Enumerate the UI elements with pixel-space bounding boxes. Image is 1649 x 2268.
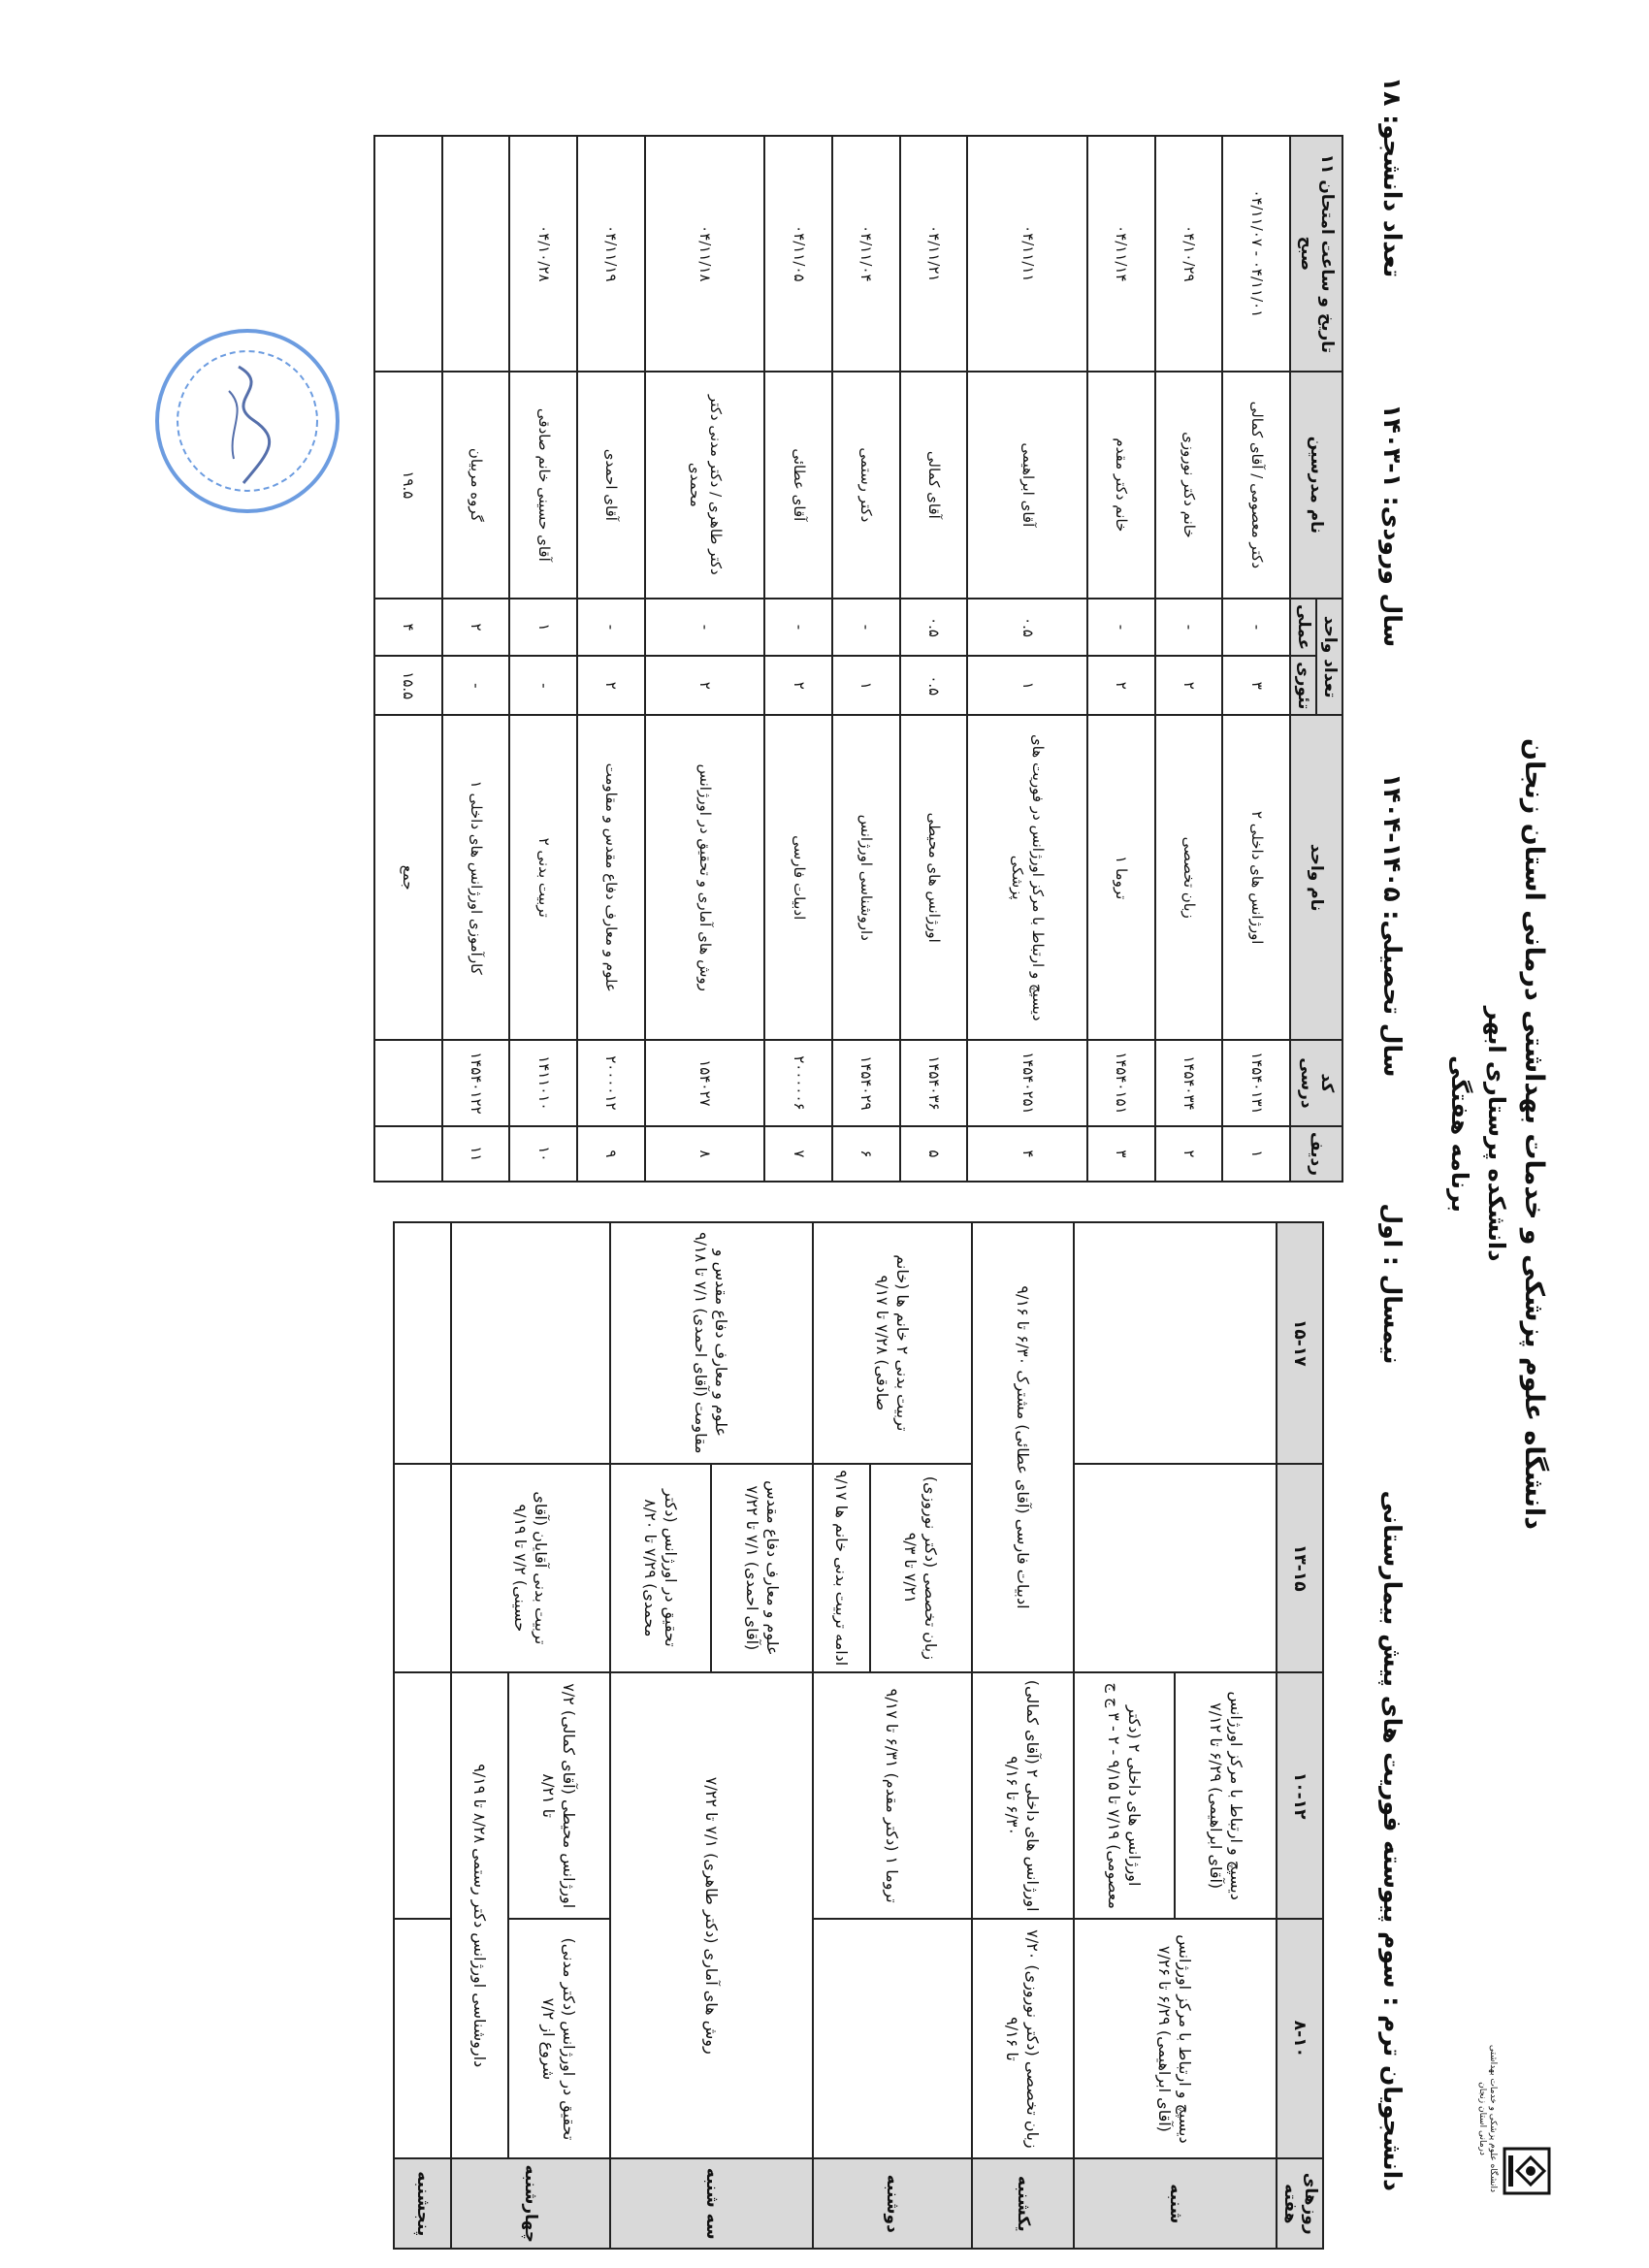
cell-sat-13-15 <box>1074 1464 1277 1672</box>
cell-thu-10-12 <box>394 1672 451 1919</box>
slot-header-8-10: ۸-۱۰ <box>1277 1919 1323 2158</box>
course-name-cell: جمع <box>374 715 442 1040</box>
course-theory-cell: ۲ <box>577 656 645 715</box>
students-label: دانشجویان ترم : سوم پیوسته فوریت های پیش بیمارستانی <box>1378 1490 1406 2191</box>
course-name-cell: دیسپچ و ارتباط با مرکز اورژانس در فوریت های پزشکی <box>967 715 1087 1040</box>
course-exam-cell: ۰۴/۱۱/۲۱ <box>900 136 968 372</box>
course-row-cell: ۱ <box>1222 1126 1290 1182</box>
course-practical-cell: ۰.۵ <box>967 599 1087 656</box>
course-teachers-cell: خانم دکتر نوروزی <box>1155 372 1223 599</box>
days-header: روزهای هفته <box>1277 2158 1323 2249</box>
course-theory-cell: ۱ <box>832 656 900 715</box>
schedule-row-thursday <box>394 1222 451 2249</box>
course-practical-cell: - <box>764 599 832 656</box>
course-name-cell: داروشناسی اورژانس <box>832 715 900 1040</box>
course-exam-cell <box>374 136 442 372</box>
course-theory-cell: - <box>442 656 510 715</box>
cell-tue-8-12: روش های آماری (دکتر طاهری) ۷/۱ تا ۷/۲۲ <box>610 1672 813 2158</box>
table-row <box>900 136 968 1182</box>
weekly-schedule-table <box>393 1221 1324 2250</box>
course-practical-cell: ۲ <box>442 599 510 656</box>
emblem-icon <box>1502 2146 1552 2196</box>
signature-icon <box>219 362 277 488</box>
course-row-cell: ۵ <box>900 1126 968 1182</box>
course-theory-cell: ۲ <box>764 656 832 715</box>
course-row-cell: ۱۰ <box>509 1126 577 1182</box>
course-practical-cell: - <box>645 599 765 656</box>
program-title: برنامه هفتگی <box>1446 1055 1473 1213</box>
cell-sat-15-17 <box>1074 1222 1277 1464</box>
course-teachers-cell: آقای حسینی خانم صادقی <box>509 372 577 599</box>
units-header: تعداد واحد <box>1316 599 1342 716</box>
course-code-cell: ۲۰۰۰۰۱۲ <box>577 1040 645 1126</box>
course-code-cell: ۱۴۵۴۰۱۲۲ <box>442 1040 510 1126</box>
course-theory-cell: ۳ <box>1222 656 1290 715</box>
course-code-cell: ۱۴۵۴۰۲۹ <box>832 1040 900 1126</box>
cell-wed-15-17 <box>451 1222 610 1464</box>
course-theory-cell: ۱ <box>967 656 1087 715</box>
schedule-header-row <box>1277 1222 1323 2249</box>
course-teachers-cell: ۱۹.۵ <box>374 372 442 599</box>
cell-tue-13-15-a: علوم و معارف دفاع مقدس (آقای احمدی) ۷/۱ تا ۷/۲۲ <box>711 1464 813 1672</box>
day-thursday: پنجشنبه <box>394 2158 451 2249</box>
course-exam-cell: ۰۴/۱۱/۰۱ - ۰۴/۱۱/۰۷ <box>1222 136 1290 372</box>
course-teachers-cell: دکتر طاهری / دکتر مدنی دکتر محمدی <box>645 372 765 599</box>
table-row <box>764 136 832 1182</box>
cell-mon-8-10 <box>813 1919 972 2158</box>
slot-header-13-15: ۱۳-۱۵ <box>1277 1464 1323 1672</box>
teachers-header: نام مدرسین <box>1290 372 1342 599</box>
cell-thu-8-10 <box>394 1919 451 2158</box>
row-number-header: ردیف <box>1290 1126 1342 1182</box>
theory-header: تئوری <box>1290 656 1316 715</box>
cell-mon-13-15-a: زبان تخصصی (دکتر نوروزی) ۷/۲۱ تا ۹/۳ <box>870 1464 972 1672</box>
course-row-cell: ۱۱ <box>442 1126 510 1182</box>
table-row <box>967 136 1087 1182</box>
course-exam-cell: ۰۴/۱۱/۱۴ <box>1087 136 1155 372</box>
course-name-cell: تربیت بدنی ۲ <box>509 715 577 1040</box>
course-practical-cell: - <box>832 599 900 656</box>
table-row <box>1155 136 1223 1182</box>
entry-year-label: سال ورودی: ۱-۱۴۰۳ <box>1378 404 1406 648</box>
table-row <box>832 136 900 1182</box>
cell-tue-13-15-b: تحقیق در اورژانس (دکتر محمدی) ۷/۲۹ تا ۸/۲۰ <box>610 1464 712 1672</box>
course-exam-cell: ۰۴/۱۱/۱۹ <box>577 136 645 372</box>
course-row-cell: ۴ <box>967 1126 1087 1182</box>
cell-wed-10-12: اورژانس محیطی (آقای کمالی) ۷/۲ تا ۸/۲۱ <box>508 1672 610 1919</box>
cell-wed-8-10: تحقیق در اورژانس (دکتر مدنی) شروع از ۷/۲ <box>508 1919 610 2158</box>
course-practical-cell: - <box>1222 599 1290 656</box>
document-header <box>1310 18 1552 2250</box>
cell-sun-8-10: زبان تخصصی (دکتر نوروزی) ۷/۲۰ تا ۹/۱۶ <box>972 1919 1074 2158</box>
exam-header: تاریخ و ساعت امتحان ۱۱ صبح <box>1290 136 1342 372</box>
university-title: دانشگاه علوم پزشکی و خدمات بهداشتی درمانی استان زنجان <box>1519 738 1549 1530</box>
cell-wed-13-15: تربیت بدنی آقایان (آقای حسینی) ۷/۲ تا ۹/۱۹ <box>451 1464 610 1672</box>
faculty-title: دانشکده پرستاری ابهر <box>1483 1006 1510 1262</box>
course-name-cell: ادبیات فارسی <box>764 715 832 1040</box>
course-teachers-cell: آقای ابراهیمی <box>967 372 1087 599</box>
cell-thu-15-17 <box>394 1222 451 1464</box>
cell-mon-10-12: تروما ۱ (دکتر مقدم) ۶/۳۱ تا ۹/۱۷ <box>813 1672 972 1919</box>
course-exam-cell: ۰۴/۱۱/۱۸ <box>645 136 765 372</box>
cell-wed-8-12-b: داروشناسی اورژانس دکتر رستمی ۸/۲۸ تا ۹/۱۹ <box>451 1672 508 2158</box>
course-table-body <box>374 136 1290 1182</box>
course-code-cell: ۱۴۱۱۰۱۰ <box>509 1040 577 1126</box>
day-sunday: یکشنبه <box>972 2158 1074 2249</box>
table-row <box>645 136 765 1182</box>
schedule-row-saturday <box>1175 1222 1277 2249</box>
schedule-row-wednesday <box>508 1222 610 2249</box>
tables-area <box>141 18 1343 2250</box>
course-exam-cell: ۰۴/۱۰/۲۸ <box>509 136 577 372</box>
course-theory-cell: ۲ <box>1087 656 1155 715</box>
course-exam-cell: ۰۴/۱۰/۲۹ <box>1155 136 1223 372</box>
cell-tue-15-17: علوم و معارف دفاع مقدس و مقاومت (آقای احمدی) ۷/۱ تا ۹/۱۸ <box>610 1222 813 1464</box>
course-code-cell: ۱۴۵۴۰۳۴ <box>1155 1040 1223 1126</box>
course-code-cell: ۱۴۵۴۰۱۵۱ <box>1087 1040 1155 1126</box>
course-exam-cell: ۰۴/۱۱/۰۵ <box>764 136 832 372</box>
cell-sat-8-10: دیسپچ و ارتباط با مرکز اورژانس (آقای ابراهیمی) ۶/۲۹ تا ۷/۲۶ <box>1074 1919 1277 2158</box>
course-name-cell: علوم و معارف دفاع مقدس و مقاومت <box>577 715 645 1040</box>
course-exam-cell: ۰۴/۱۱/۱۱ <box>967 136 1087 372</box>
course-name-cell: روش های آماری و تحقیق در اورژانس <box>645 715 765 1040</box>
course-row-cell: ۷ <box>764 1126 832 1182</box>
course-teachers-cell: آقای کمالی <box>900 372 968 599</box>
course-code-cell: ۱۵۴۰۲۷ <box>645 1040 765 1126</box>
course-list-table <box>373 135 1343 1183</box>
course-teachers-cell: خانم دکتر مقدم <box>1087 372 1155 599</box>
cell-sun-13-17: ادبیات فارسی (آقای عطائی) مشترک ۶/۳۰ تا ۹/۱۶ <box>972 1222 1074 1672</box>
course-teachers-cell: آقای عطائی <box>764 372 832 599</box>
course-row-cell: ۹ <box>577 1126 645 1182</box>
course-practical-cell: - <box>577 599 645 656</box>
course-row-cell: ۳ <box>1087 1126 1155 1182</box>
table-row <box>509 136 577 1182</box>
cell-sat-10-12-b: اورژانس های داخلی ۲ (دکتر معصومی) ۷/۱۹ تا ۹/۱۵ - ۲ - ۳ ج ج <box>1074 1672 1176 1919</box>
course-code-cell: ۱۴۵۴۰۳۶ <box>900 1040 968 1126</box>
cell-mon-15-17: تربیت بدنی ۲ خانم ها (خانم صادقی) ۷/۲۸ تا ۹/۱۷ <box>813 1222 972 1464</box>
course-theory-cell: ۲ <box>1155 656 1223 715</box>
course-row-cell <box>374 1126 442 1182</box>
schedule-row-monday <box>870 1222 972 2249</box>
course-row-cell: ۶ <box>832 1126 900 1182</box>
course-code-cell: ۱۴۵۴۰۱۳۱ <box>1222 1040 1290 1126</box>
university-logo <box>1436 2041 1552 2196</box>
course-theory-cell: ۰.۵ <box>900 656 968 715</box>
course-name-cell: تروما ۱ <box>1087 715 1155 1040</box>
academic-year-label: سال تحصیلی: ۱۴۰۵-۱۴۰۴ <box>1378 773 1406 1078</box>
course-exam-cell <box>442 136 510 372</box>
course-practical-cell: - <box>1087 599 1155 656</box>
course-theory-cell: - <box>509 656 577 715</box>
course-practical-cell: ۰.۵ <box>900 599 968 656</box>
scanned-page <box>68 18 1581 2250</box>
logo-caption: دانشگاه علوم پزشکی و خدمات بهداشتی درمانی استان زنجان <box>1477 2044 1498 2193</box>
student-count-label: تعداد دانشجو: ۱۸ <box>1378 77 1406 278</box>
course-name-cell: زبان تخصصی <box>1155 715 1223 1040</box>
cell-mon-13-15-b: ادامه تربیت بدنی خانم ها ۹/۱۷ <box>813 1464 870 1672</box>
day-tuesday: سه شنبه <box>610 2158 813 2249</box>
slot-header-10-12: ۱۰-۱۲ <box>1277 1672 1323 1919</box>
course-theory-cell: ۱۵.۵ <box>374 656 442 715</box>
course-exam-cell: ۰۴/۱۱/۰۴ <box>832 136 900 372</box>
course-name-cell: کارآموزی اورژانس های داخلی ۱ <box>442 715 510 1040</box>
course-name-cell: اورژانس های داخلی ۲ <box>1222 715 1290 1040</box>
course-header-row <box>1316 136 1342 1182</box>
course-row-cell: ۲ <box>1155 1126 1223 1182</box>
cell-sun-10-12: اورژانس های داخلی ۲ (آقای کمالی) ۶/۳۰ تا ۹/۱۶ <box>972 1672 1074 1919</box>
course-teachers-cell: دکتر رستمی <box>832 372 900 599</box>
cell-sat-10-12-a: دیسپچ و ارتباط با مرکز اورژانس (آقای ابراهیمی) ۶/۲۹ تا ۷/۱۲ <box>1175 1672 1277 1919</box>
practical-header: عملی <box>1290 599 1316 656</box>
meta-row <box>1378 77 1406 2191</box>
official-stamp <box>155 329 340 513</box>
course-name-cell: اورژانس های محیطی <box>900 715 968 1040</box>
course-practical-cell: - <box>1155 599 1223 656</box>
course-practical-cell: ۴ <box>374 599 442 656</box>
course-teachers-cell: دکتر معصومی / آقای کمالی <box>1222 372 1290 599</box>
slot-header-15-17: ۱۵-۱۷ <box>1277 1222 1323 1464</box>
course-row-cell: ۸ <box>645 1126 765 1182</box>
day-wednesday: چهارشنبه <box>451 2158 610 2249</box>
day-monday: دوشنبه <box>813 2158 972 2249</box>
cell-thu-13-15 <box>394 1464 451 1672</box>
table-row <box>577 136 645 1182</box>
course-practical-cell: ۱ <box>509 599 577 656</box>
course-name-header: نام واحد <box>1290 715 1342 1040</box>
table-row <box>442 136 510 1182</box>
schedule-row-sunday <box>972 1222 1074 2249</box>
course-code-cell: ۲۰۰۰۰۰۶ <box>764 1040 832 1126</box>
schedule-row-tuesday <box>711 1222 813 2249</box>
course-theory-cell: ۲ <box>645 656 765 715</box>
day-saturday: شنبه <box>1074 2158 1277 2249</box>
course-code-header: کد درسی <box>1290 1040 1342 1126</box>
course-teachers-cell: گروه مربیان <box>442 372 510 599</box>
course-code-cell: ۱۴۵۴۰۲۵۱ <box>967 1040 1087 1126</box>
table-row <box>374 136 442 1182</box>
semester-label: نیمسال : اول <box>1378 1203 1406 1365</box>
table-row <box>1222 136 1290 1182</box>
course-code-cell <box>374 1040 442 1126</box>
course-teachers-cell: آقای احمدی <box>577 372 645 599</box>
table-row <box>1087 136 1155 1182</box>
